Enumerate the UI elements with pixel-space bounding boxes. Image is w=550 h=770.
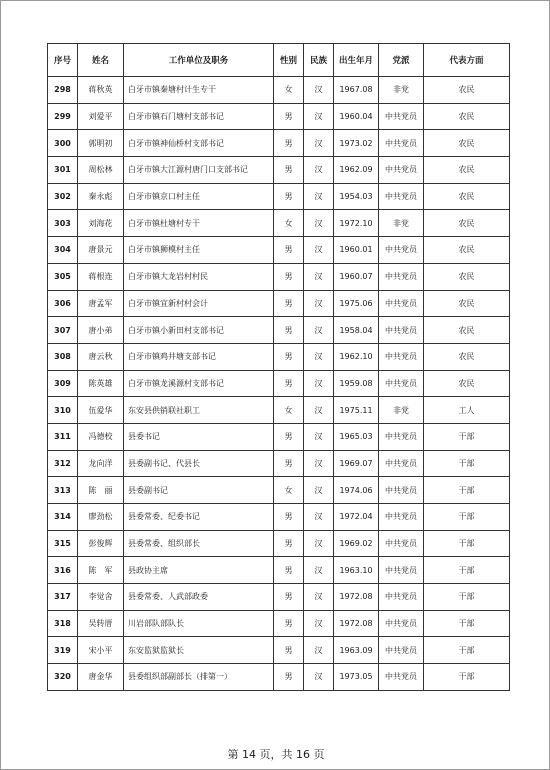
row-ethnicity: 汉	[304, 637, 334, 664]
row-unit: 白牙市镇大龙岩村村民	[124, 263, 274, 290]
row-sector: 干部	[424, 450, 510, 477]
row-name: 唐云秋	[78, 343, 124, 370]
row-ethnicity: 汉	[304, 183, 334, 210]
row-ethnicity: 汉	[304, 103, 334, 130]
row-gender: 男	[274, 423, 304, 450]
row-party: 非党	[379, 210, 424, 237]
row-party: 中共党员	[379, 157, 424, 184]
row-gender: 男	[274, 504, 304, 531]
table-row	[48, 77, 510, 104]
table-body	[48, 77, 510, 691]
table-row	[48, 584, 510, 611]
row-unit: 白牙市镇狮模村主任	[124, 237, 274, 264]
row-unit: 白牙市镇京口村主任	[124, 183, 274, 210]
row-birth: 1973.02	[334, 130, 379, 157]
row-ethnicity: 汉	[304, 370, 334, 397]
row-number: 320	[48, 664, 78, 691]
row-ethnicity: 汉	[304, 77, 334, 104]
row-unit: 白牙市镇杜塘村专干	[124, 210, 274, 237]
row-number: 301	[48, 157, 78, 184]
row-ethnicity: 汉	[304, 210, 334, 237]
table-row	[48, 557, 510, 584]
row-number: 306	[48, 290, 78, 317]
row-name: 陈 军	[78, 557, 124, 584]
row-sector: 工人	[424, 397, 510, 424]
header-gender: 性别	[274, 44, 304, 77]
row-gender: 男	[274, 263, 304, 290]
row-unit: 白牙市镇宜新村村会计	[124, 290, 274, 317]
row-gender: 男	[274, 157, 304, 184]
row-gender: 男	[274, 584, 304, 611]
row-name: 周松林	[78, 157, 124, 184]
row-party: 中共党员	[379, 530, 424, 557]
row-gender: 女	[274, 397, 304, 424]
row-party: 中共党员	[379, 317, 424, 344]
row-number: 308	[48, 343, 78, 370]
row-gender: 男	[274, 370, 304, 397]
table-row	[48, 530, 510, 557]
row-name: 冯德校	[78, 423, 124, 450]
row-gender: 男	[274, 183, 304, 210]
row-sector: 农民	[424, 343, 510, 370]
row-gender: 女	[274, 77, 304, 104]
row-gender: 女	[274, 477, 304, 504]
row-number: 311	[48, 423, 78, 450]
row-name: 蒋根连	[78, 263, 124, 290]
row-name: 陈 丽	[78, 477, 124, 504]
representatives-table	[47, 43, 510, 691]
row-birth: 1960.01	[334, 237, 379, 264]
row-number: 298	[48, 77, 78, 104]
table-row	[48, 263, 510, 290]
table-row	[48, 130, 510, 157]
row-name: 宋小平	[78, 637, 124, 664]
row-ethnicity: 汉	[304, 317, 334, 344]
row-birth: 1958.04	[334, 317, 379, 344]
header-name: 姓名	[78, 44, 124, 77]
row-party: 中共党员	[379, 450, 424, 477]
row-party: 中共党员	[379, 237, 424, 264]
table-row	[48, 477, 510, 504]
row-sector: 农民	[424, 183, 510, 210]
row-sector: 干部	[424, 584, 510, 611]
row-number: 300	[48, 130, 78, 157]
row-unit: 东安监狱监狱长	[124, 637, 274, 664]
table-row	[48, 370, 510, 397]
row-gender: 男	[274, 610, 304, 637]
row-sector: 农民	[424, 237, 510, 264]
row-birth: 1960.04	[334, 103, 379, 130]
row-party: 中共党员	[379, 477, 424, 504]
row-ethnicity: 汉	[304, 504, 334, 531]
row-birth: 1962.10	[334, 343, 379, 370]
row-party: 中共党员	[379, 370, 424, 397]
row-party: 中共党员	[379, 557, 424, 584]
row-birth: 1967.08	[334, 77, 379, 104]
row-gender: 男	[274, 103, 304, 130]
row-unit: 白牙市镇小新田村支部书记	[124, 317, 274, 344]
row-birth: 1973.05	[334, 664, 379, 691]
row-ethnicity: 汉	[304, 530, 334, 557]
row-sector: 干部	[424, 557, 510, 584]
row-sector: 干部	[424, 610, 510, 637]
row-number: 302	[48, 183, 78, 210]
row-birth: 1959.08	[334, 370, 379, 397]
row-party: 中共党员	[379, 637, 424, 664]
row-ethnicity: 汉	[304, 423, 334, 450]
row-birth: 1975.11	[334, 397, 379, 424]
row-birth: 1969.07	[334, 450, 379, 477]
row-gender: 男	[274, 637, 304, 664]
row-gender: 男	[274, 290, 304, 317]
row-ethnicity: 汉	[304, 343, 334, 370]
header-sector: 代表方面	[424, 44, 510, 77]
row-sector: 干部	[424, 664, 510, 691]
row-name: 吴转厝	[78, 610, 124, 637]
row-number: 309	[48, 370, 78, 397]
row-party: 中共党员	[379, 423, 424, 450]
row-gender: 男	[274, 557, 304, 584]
row-ethnicity: 汉	[304, 477, 334, 504]
table-row	[48, 504, 510, 531]
row-birth: 1975.06	[334, 290, 379, 317]
row-name: 蒋秋英	[78, 77, 124, 104]
row-party: 中共党员	[379, 183, 424, 210]
row-unit: 县委书记	[124, 423, 274, 450]
row-ethnicity: 汉	[304, 290, 334, 317]
row-birth: 1974.06	[334, 477, 379, 504]
row-ethnicity: 汉	[304, 237, 334, 264]
row-party: 非党	[379, 397, 424, 424]
row-unit: 县委副书记、代县长	[124, 450, 274, 477]
row-ethnicity: 汉	[304, 130, 334, 157]
table-row	[48, 423, 510, 450]
row-ethnicity: 汉	[304, 557, 334, 584]
row-number: 318	[48, 610, 78, 637]
row-sector: 干部	[424, 504, 510, 531]
row-ethnicity: 汉	[304, 664, 334, 691]
row-birth: 1963.10	[334, 557, 379, 584]
row-gender: 男	[274, 317, 304, 344]
row-gender: 男	[274, 664, 304, 691]
row-birth: 1972.08	[334, 584, 379, 611]
row-sector: 农民	[424, 77, 510, 104]
row-sector: 干部	[424, 477, 510, 504]
row-sector: 农民	[424, 290, 510, 317]
row-birth: 1954.03	[334, 183, 379, 210]
row-unit: 县委常委、人武部政委	[124, 584, 274, 611]
row-ethnicity: 汉	[304, 584, 334, 611]
row-number: 307	[48, 317, 78, 344]
table-row	[48, 157, 510, 184]
header-party: 党派	[379, 44, 424, 77]
row-ethnicity: 汉	[304, 450, 334, 477]
header-birth: 出生年月	[334, 44, 379, 77]
row-party: 中共党员	[379, 610, 424, 637]
row-ethnicity: 汉	[304, 610, 334, 637]
row-number: 316	[48, 557, 78, 584]
row-name: 彭俊辉	[78, 530, 124, 557]
row-ethnicity: 汉	[304, 263, 334, 290]
row-number: 317	[48, 584, 78, 611]
row-name: 刘海花	[78, 210, 124, 237]
row-number: 312	[48, 450, 78, 477]
row-unit: 白牙市镇大江源村唐门口支部书记	[124, 157, 274, 184]
row-number: 305	[48, 263, 78, 290]
page-footer: 第 14 页，共 16 页	[227, 748, 325, 761]
row-name: 秦永彪	[78, 183, 124, 210]
header-no: 序号	[48, 44, 78, 77]
row-birth: 1960.07	[334, 263, 379, 290]
table-row	[48, 290, 510, 317]
row-gender: 男	[274, 343, 304, 370]
row-unit: 东安县供销联社职工	[124, 397, 274, 424]
row-gender: 男	[274, 130, 304, 157]
row-unit: 县委常委、纪委书记	[124, 504, 274, 531]
row-number: 310	[48, 397, 78, 424]
row-unit: 县委常委、组织部长	[124, 530, 274, 557]
row-number: 299	[48, 103, 78, 130]
table-row	[48, 183, 510, 210]
table-row	[48, 343, 510, 370]
row-unit: 县政协主席	[124, 557, 274, 584]
row-sector: 干部	[424, 637, 510, 664]
row-party: 中共党员	[379, 103, 424, 130]
row-name: 李觉舍	[78, 584, 124, 611]
table-row	[48, 317, 510, 344]
row-birth: 1972.08	[334, 610, 379, 637]
table-row	[48, 450, 510, 477]
row-unit: 县委组织部副部长（排第一）	[124, 664, 274, 691]
row-number: 315	[48, 530, 78, 557]
row-name: 唐小弟	[78, 317, 124, 344]
row-number: 313	[48, 477, 78, 504]
row-birth: 1972.04	[334, 504, 379, 531]
header-ethnicity: 民族	[304, 44, 334, 77]
row-sector: 农民	[424, 103, 510, 130]
row-name: 陈英雄	[78, 370, 124, 397]
header-unit: 工作单位及职务	[124, 44, 274, 77]
row-ethnicity: 汉	[304, 157, 334, 184]
row-name: 唐金华	[78, 664, 124, 691]
row-birth: 1963.09	[334, 637, 379, 664]
row-name: 唐孟军	[78, 290, 124, 317]
row-sector: 干部	[424, 530, 510, 557]
row-birth: 1965.03	[334, 423, 379, 450]
table-row	[48, 237, 510, 264]
row-ethnicity: 汉	[304, 397, 334, 424]
row-sector: 农民	[424, 210, 510, 237]
row-name: 龙向洋	[78, 450, 124, 477]
row-party: 中共党员	[379, 130, 424, 157]
row-sector: 农民	[424, 157, 510, 184]
row-party: 非党	[379, 77, 424, 104]
row-gender: 女	[274, 210, 304, 237]
row-sector: 农民	[424, 317, 510, 344]
row-number: 319	[48, 637, 78, 664]
row-unit: 白牙市镇鸡井塘支部书记	[124, 343, 274, 370]
table-row	[48, 103, 510, 130]
row-unit: 川岩部队部队长	[124, 610, 274, 637]
row-name: 伍爱华	[78, 397, 124, 424]
row-name: 刘爱平	[78, 103, 124, 130]
table-row	[48, 610, 510, 637]
table-header-row	[48, 44, 510, 77]
row-party: 中共党员	[379, 664, 424, 691]
row-name: 唐景元	[78, 237, 124, 264]
row-name: 郭明初	[78, 130, 124, 157]
row-unit: 县委副书记	[124, 477, 274, 504]
row-sector: 农民	[424, 130, 510, 157]
row-gender: 男	[274, 450, 304, 477]
row-sector: 干部	[424, 423, 510, 450]
row-party: 中共党员	[379, 343, 424, 370]
row-unit: 白牙市镇龙溪源村支部书记	[124, 370, 274, 397]
row-party: 中共党员	[379, 263, 424, 290]
row-birth: 1962.09	[334, 157, 379, 184]
row-number: 314	[48, 504, 78, 531]
row-name: 廖劲松	[78, 504, 124, 531]
row-party: 中共党员	[379, 584, 424, 611]
row-unit: 白牙市镇石门塘村支部书记	[124, 103, 274, 130]
row-unit: 白牙市镇神仙桥村支部书记	[124, 130, 274, 157]
row-number: 303	[48, 210, 78, 237]
row-birth: 1972.10	[334, 210, 379, 237]
row-party: 中共党员	[379, 504, 424, 531]
row-gender: 男	[274, 530, 304, 557]
row-birth: 1969.02	[334, 530, 379, 557]
table-row	[48, 397, 510, 424]
row-sector: 农民	[424, 263, 510, 290]
table-row	[48, 637, 510, 664]
row-sector: 农民	[424, 370, 510, 397]
row-party: 中共党员	[379, 290, 424, 317]
row-unit: 白牙市镇秦塘村计生专干	[124, 77, 274, 104]
row-number: 304	[48, 237, 78, 264]
table-row	[48, 664, 510, 691]
table-row	[48, 210, 510, 237]
row-gender: 男	[274, 237, 304, 264]
